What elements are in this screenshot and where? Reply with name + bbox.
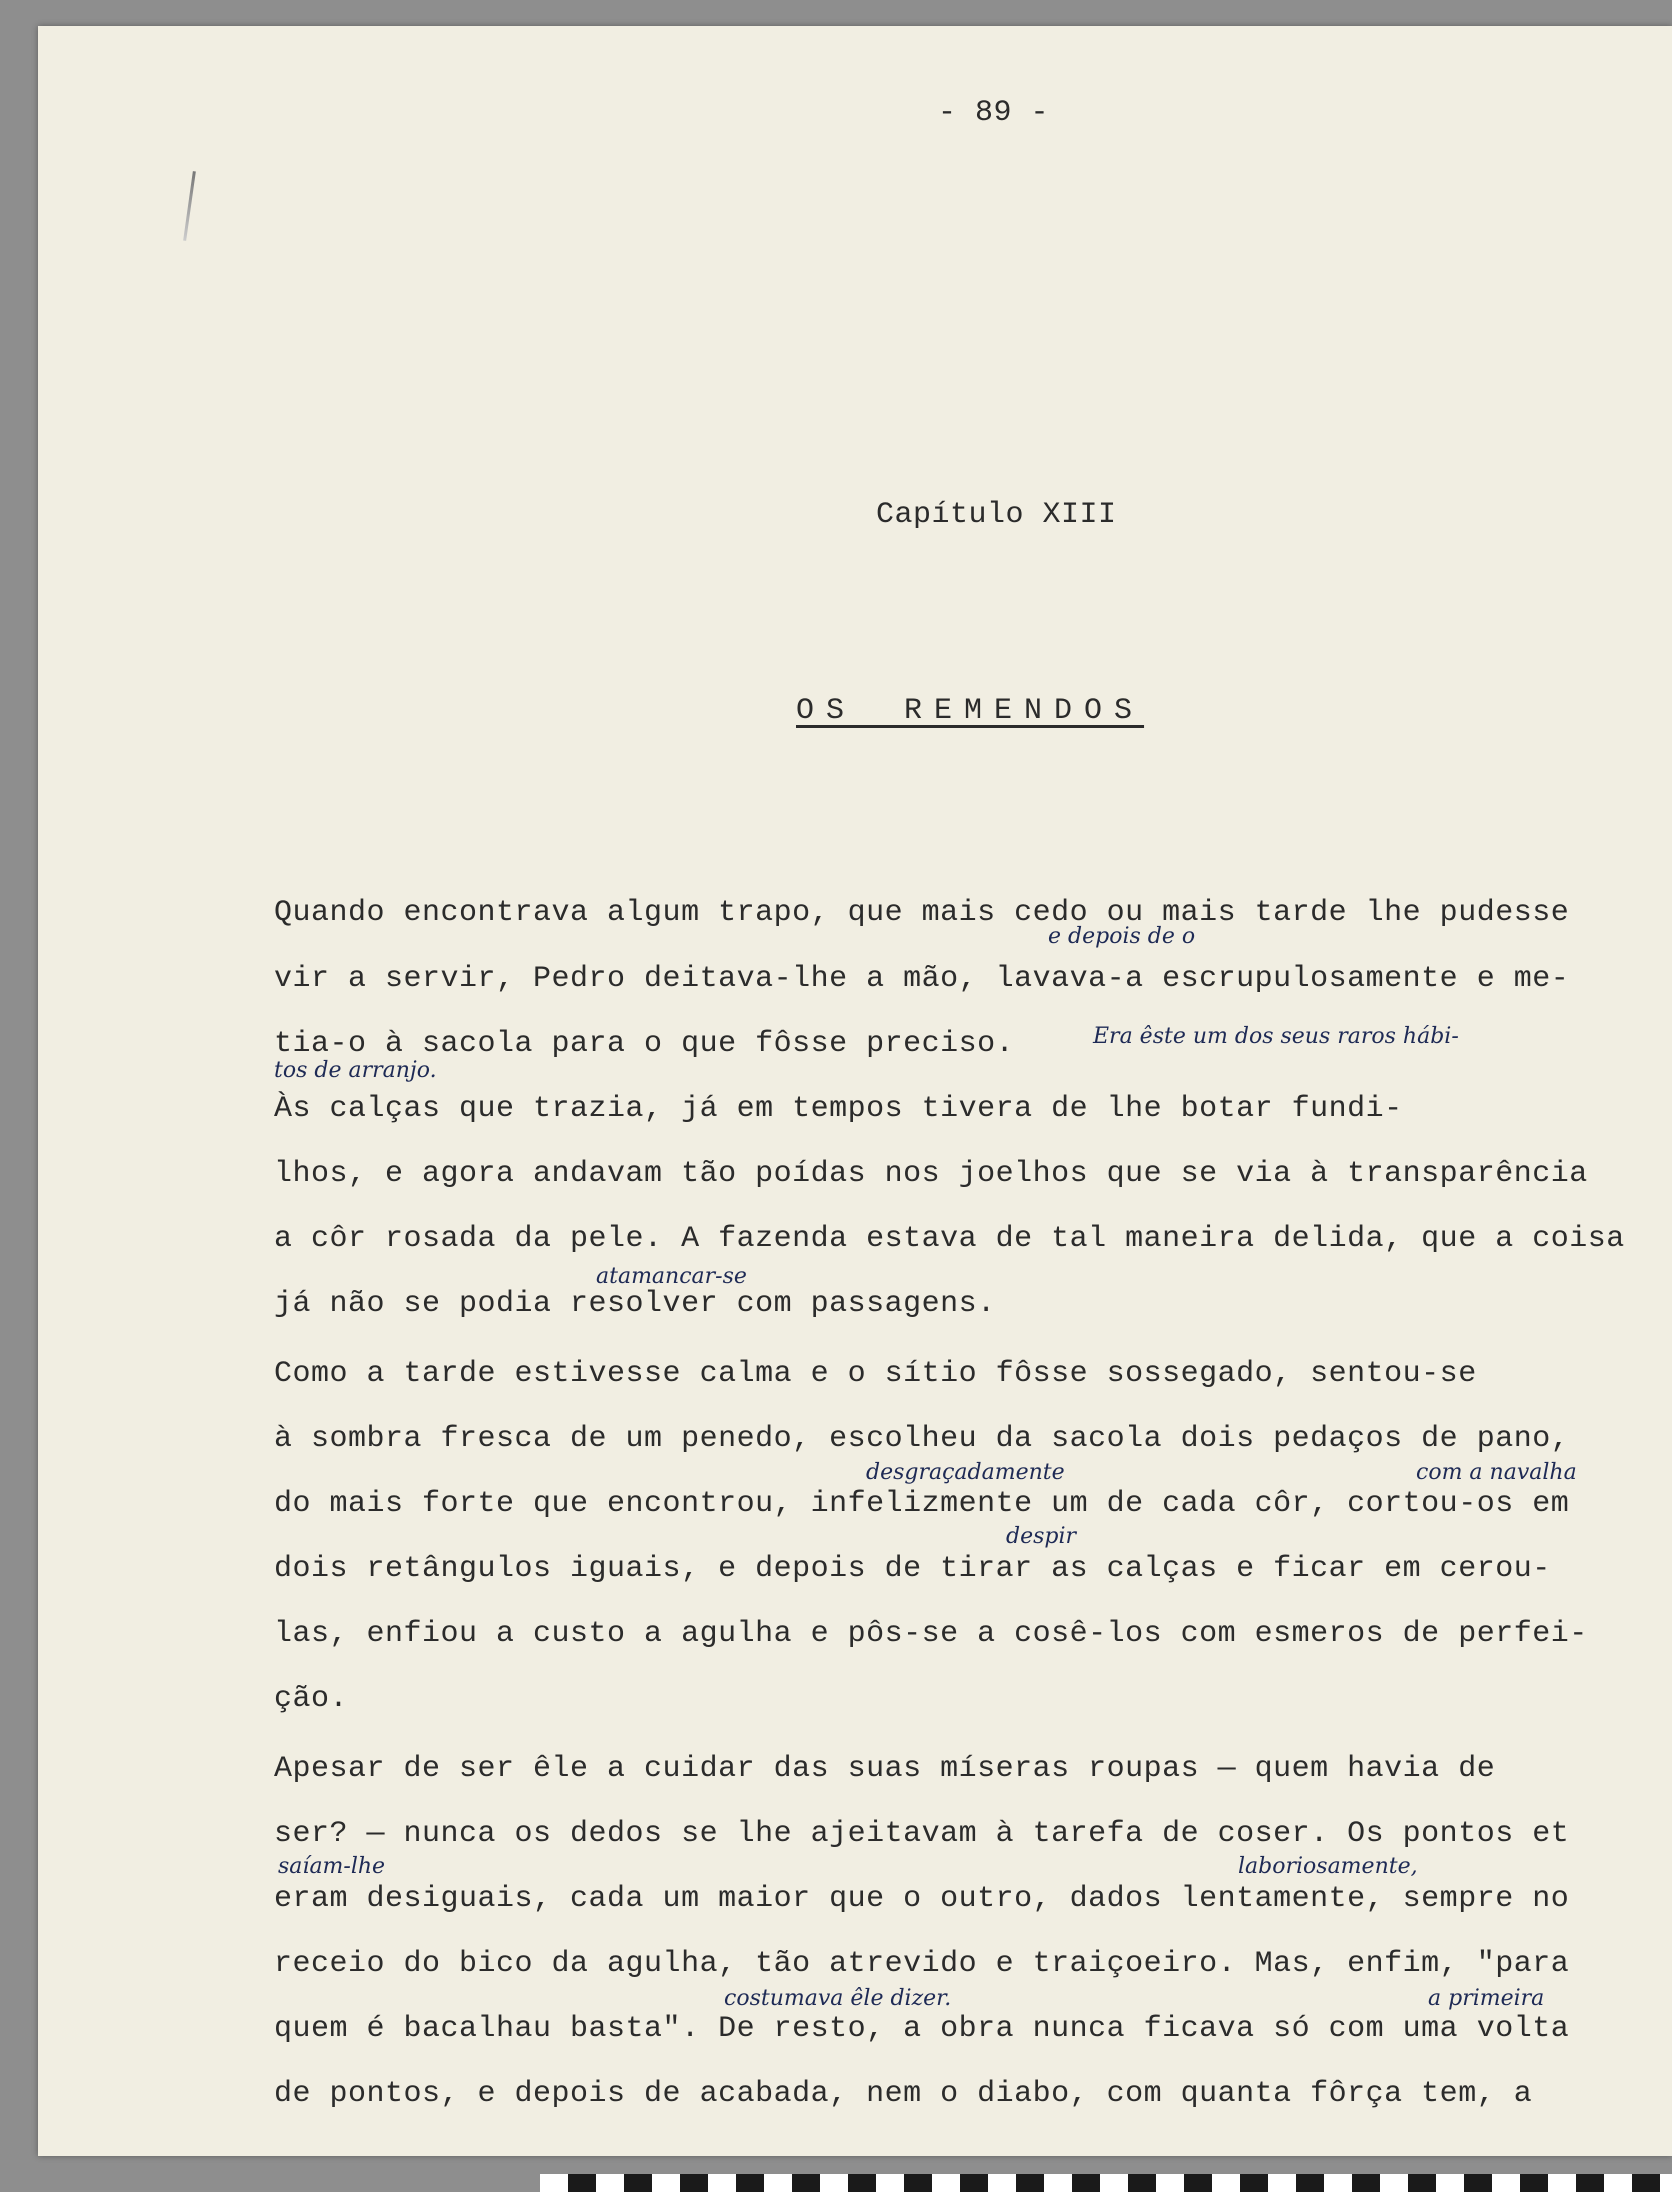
- handwritten-note: e depois de o: [1048, 924, 1196, 949]
- text-line: tia-o à sacola para o que fôsse preciso.: [274, 1027, 1015, 1061]
- handwritten-note: despir: [1006, 1524, 1077, 1549]
- text-line: vir a servir, Pedro deitava-lhe a mão, lavava-a escrupulosamente e me-: [274, 962, 1570, 996]
- handwritten-note: laboriosamente,: [1238, 1854, 1418, 1879]
- chapter-heading: Capítulo XIII: [876, 498, 1117, 532]
- text-line: Às calças que trazia, já em tempos tivera de lhe botar fundi-: [274, 1092, 1403, 1126]
- handwritten-note: saíam-lhe: [278, 1854, 386, 1879]
- text-line: a côr rosada da pele. A fazenda estava de tal maneira delida, que a coisa: [274, 1222, 1625, 1256]
- text-line: Quando encontrava algum trapo, que mais cedo ou mais tarde lhe pudesse: [274, 896, 1570, 930]
- handwritten-note: a primeira: [1428, 1986, 1545, 2011]
- text-line: Apesar de ser êle a cuidar das suas míseras roupas — quem havia de: [274, 1752, 1496, 1786]
- handwritten-note: tos de arranjo.: [274, 1058, 437, 1083]
- text-line: já não se podia resolver com passagens.: [274, 1287, 996, 1321]
- text-line: à sombra fresca de um penedo, escolheu da sacola dois pedaços de pano,: [274, 1422, 1570, 1456]
- text-line: do mais forte que encontrou, infelizmente um de cada côr, cortou-os em: [274, 1487, 1570, 1521]
- handwritten-note: costumava êle dizer.: [724, 1986, 952, 2011]
- scale-ruler: [540, 2174, 1672, 2192]
- text-line: eram desiguais, cada um maior que o outro, dados lentamente, sempre no: [274, 1882, 1570, 1916]
- text-line: ser? — nunca os dedos se lhe ajeitavam à tarefa de coser. Os pontos et: [274, 1817, 1570, 1851]
- text-line: las, enfiou a custo a agulha e pôs-se a cosê-los com esmeros de perfei-: [274, 1617, 1588, 1651]
- text-line: lhos, e agora andavam tão poídas nos joelhos que se via à transparência: [274, 1157, 1588, 1191]
- text-line: dois retângulos iguais, e depois de tirar as calças e ficar em cerou-: [274, 1552, 1551, 1586]
- handwritten-note: com a navalha: [1416, 1460, 1577, 1485]
- handwritten-note: desgraçadamente: [866, 1460, 1065, 1485]
- text-line: de pontos, e depois de acabada, nem o diabo, com quanta fôrça tem, a: [274, 2077, 1533, 2111]
- chapter-title: OS REMENDOS: [796, 694, 1145, 728]
- handwritten-note: atamancar-se: [596, 1264, 747, 1289]
- text-line: quem é bacalhau basta". De resto, a obra nunca ficava só com uma volta: [274, 2012, 1570, 2046]
- page-number: - 89 -: [938, 96, 1050, 130]
- text-line: receio do bico da agulha, tão atrevido e traiçoeiro. Mas, enfim, "para: [274, 1947, 1570, 1981]
- text-line: Como a tarde estivesse calma e o sítio fôsse sossegado, sentou-se: [274, 1357, 1477, 1391]
- handwritten-note: Era êste um dos seus raros hábi-: [1093, 1024, 1459, 1049]
- document-page: [38, 26, 1672, 2156]
- paper-mark: [183, 171, 196, 241]
- text-line: ção.: [274, 1682, 349, 1716]
